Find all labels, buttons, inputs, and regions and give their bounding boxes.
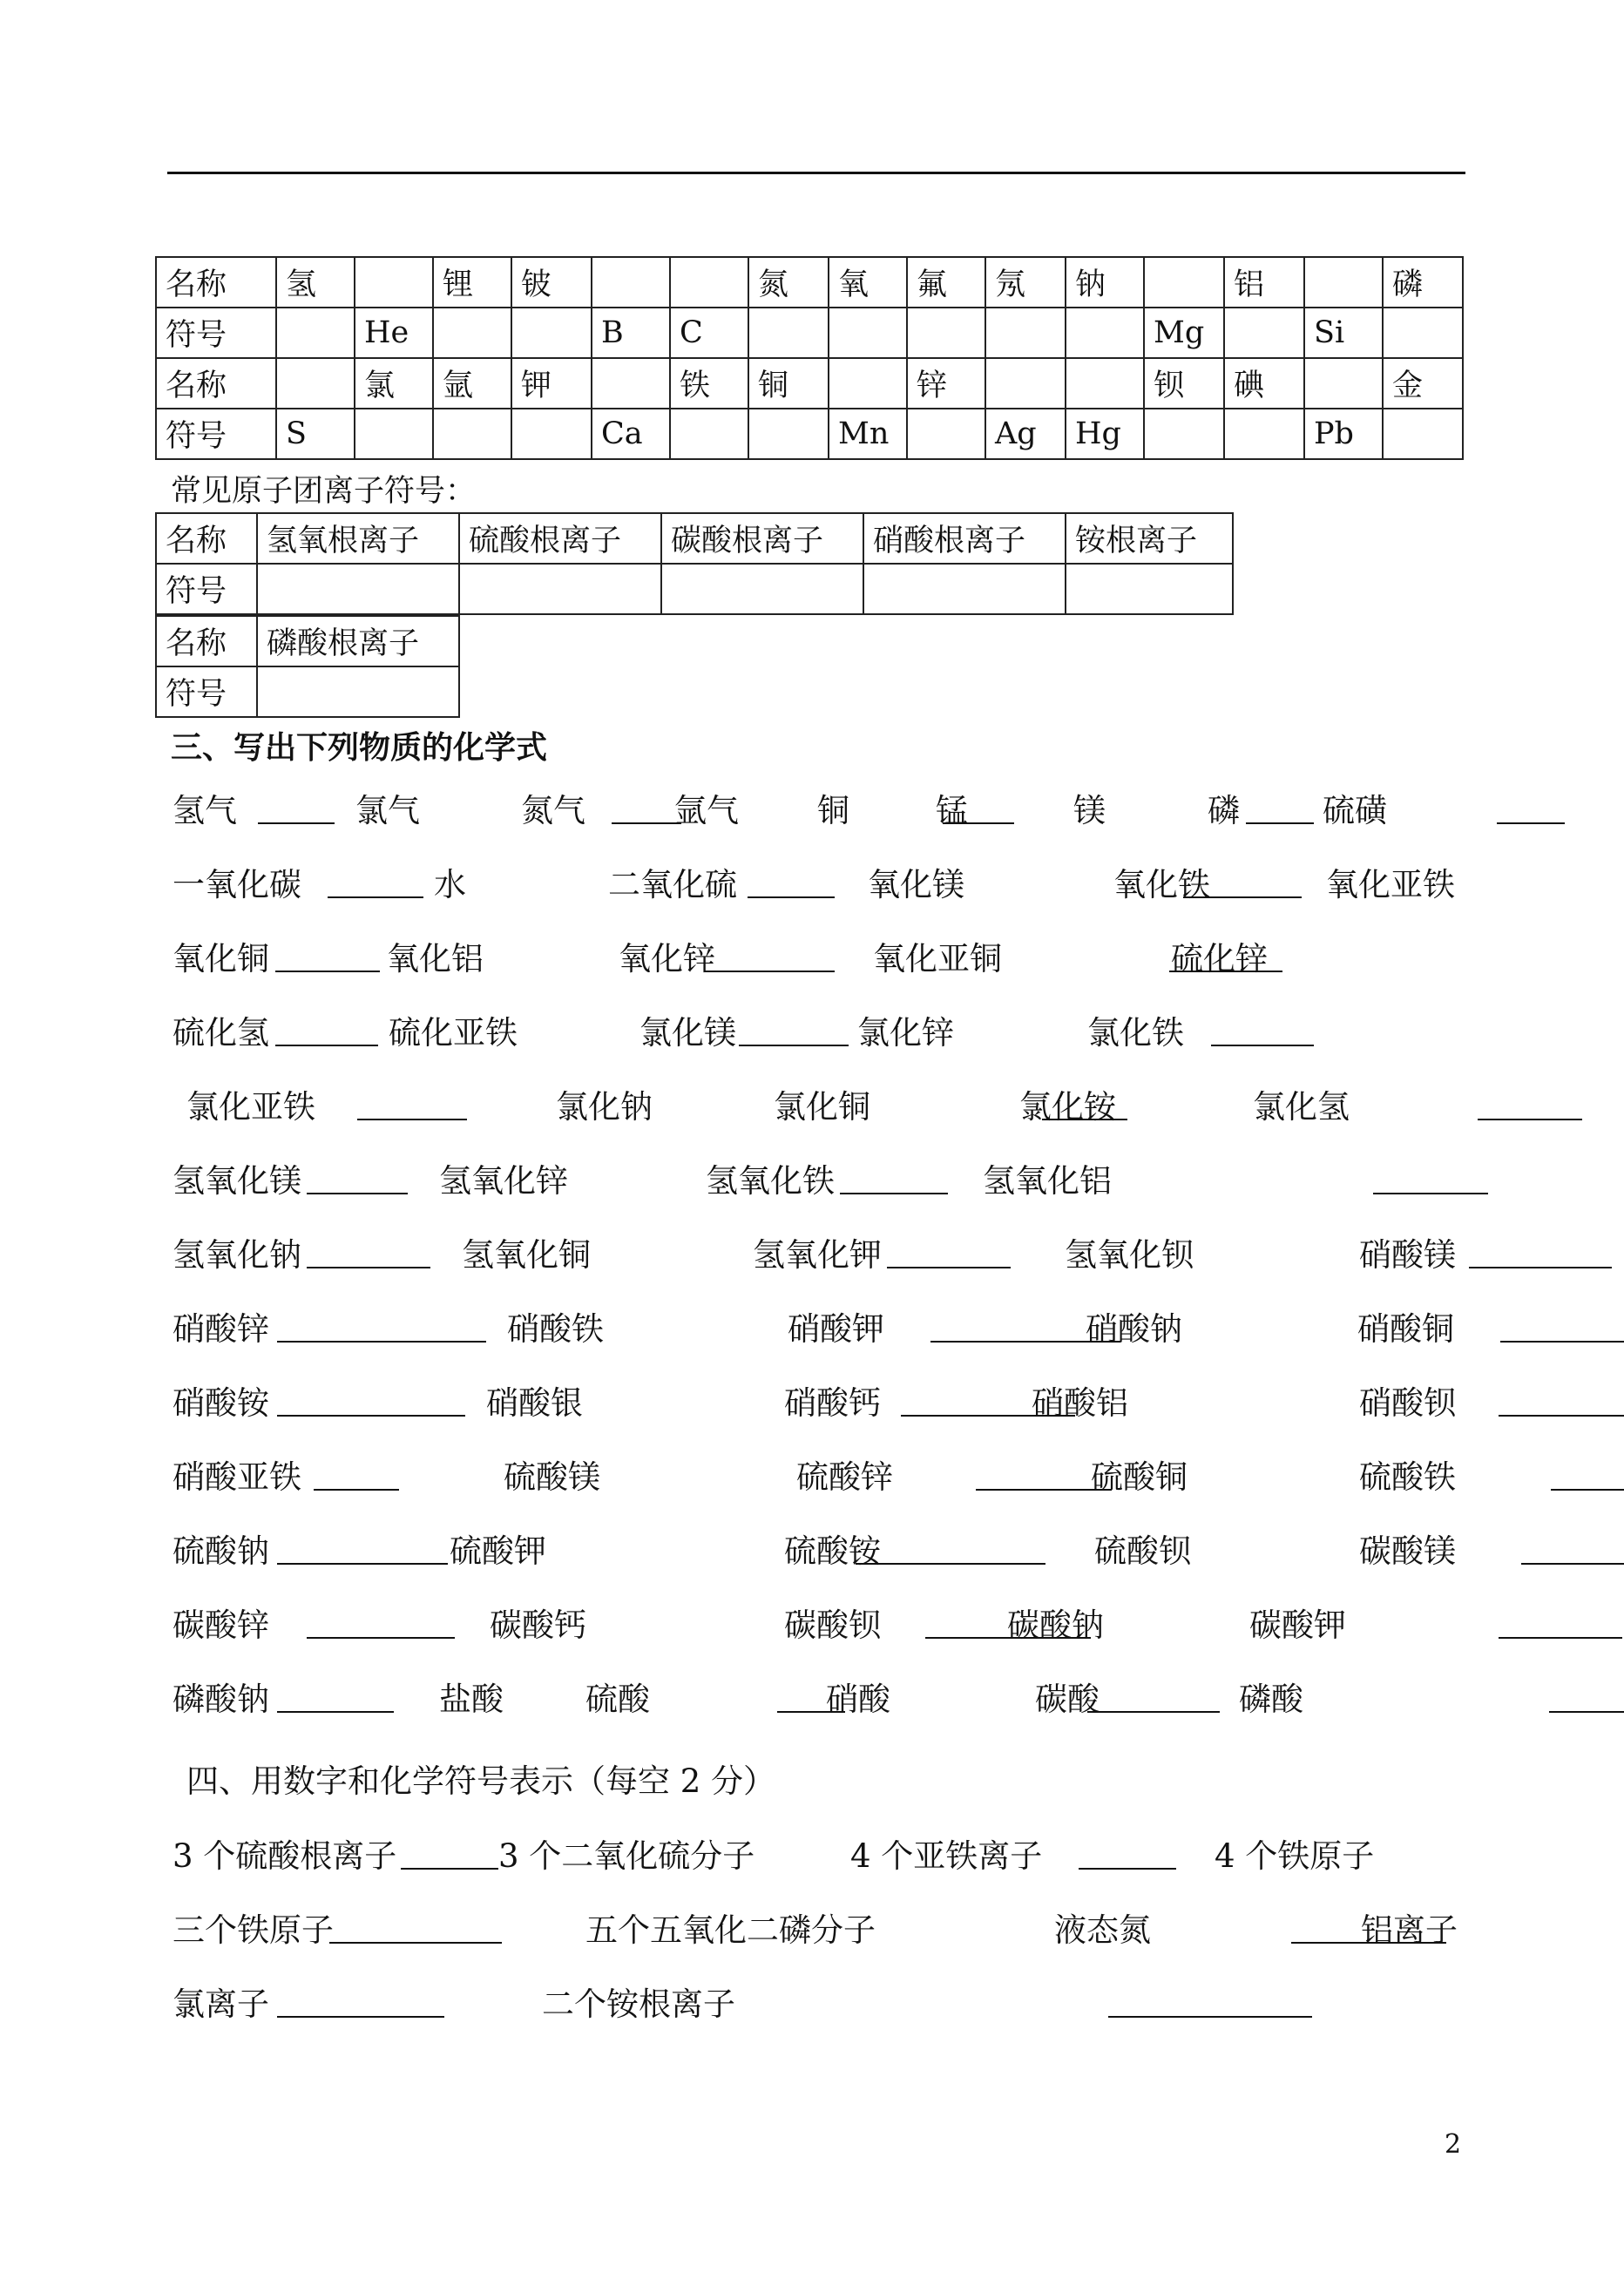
table-cell: Ca bbox=[592, 409, 670, 459]
table-cell: Si bbox=[1304, 308, 1383, 358]
exercise-row bbox=[173, 784, 1462, 836]
answer-blank[interactable] bbox=[1079, 1868, 1176, 1870]
answer-blank[interactable] bbox=[258, 822, 335, 824]
substance-label: 硝酸镁 bbox=[1359, 1236, 1456, 1274]
table-cell: Ag bbox=[985, 409, 1066, 459]
table-cell: 氖 bbox=[985, 257, 1066, 308]
substance-label: 硝酸铵 bbox=[173, 1384, 269, 1422]
ions-row-names bbox=[156, 616, 459, 666]
substance-label: 硫化亚铁 bbox=[389, 1014, 518, 1052]
substance-label: 碳酸钾 bbox=[1249, 1606, 1346, 1644]
substance-label: 硫酸镁 bbox=[504, 1458, 600, 1496]
substance-label: 硫酸 bbox=[585, 1681, 650, 1718]
table-cell: 氯 bbox=[355, 358, 433, 409]
table-cell: 符号 bbox=[156, 564, 257, 614]
table-cell: 氟 bbox=[907, 257, 985, 308]
substance-label: 氧化镁 bbox=[868, 866, 964, 903]
substance-label: 硫酸铵 bbox=[784, 1532, 881, 1570]
substance-label: 硫化锌 bbox=[1171, 940, 1268, 977]
answer-blank[interactable] bbox=[1499, 1637, 1622, 1639]
answer-cell[interactable] bbox=[355, 257, 433, 308]
answer-blank[interactable] bbox=[612, 822, 681, 824]
substance-label: 氢氧化铜 bbox=[462, 1236, 591, 1274]
ions-row-symbols bbox=[156, 564, 1233, 614]
substance-label: 3 个硫酸根离子 bbox=[173, 1837, 397, 1875]
answer-blank[interactable] bbox=[328, 896, 423, 898]
table-cell: 磷 bbox=[1383, 257, 1463, 308]
answer-cell[interactable] bbox=[1304, 358, 1383, 409]
substance-label: 氯化锌 bbox=[857, 1014, 954, 1052]
answer-cell[interactable] bbox=[355, 409, 433, 459]
exercise-row bbox=[173, 1154, 1462, 1207]
substance-label: 氧化铁 bbox=[1113, 866, 1210, 903]
answer-cell[interactable] bbox=[1066, 358, 1144, 409]
table-cell: 硝酸根离子 bbox=[863, 513, 1066, 564]
table-cell: B bbox=[592, 308, 670, 358]
table-cell: Hg bbox=[1066, 409, 1144, 459]
answer-blank[interactable] bbox=[307, 1637, 455, 1639]
substance-label: 铜 bbox=[817, 792, 849, 829]
answer-cell[interactable] bbox=[257, 666, 459, 717]
answer-cell[interactable] bbox=[661, 564, 863, 614]
element-names-row bbox=[156, 257, 1463, 308]
answer-cell[interactable] bbox=[1224, 409, 1304, 459]
answer-blank[interactable] bbox=[704, 971, 835, 972]
substance-label: 氢氧化钾 bbox=[753, 1236, 882, 1274]
table-cell: 铜 bbox=[748, 358, 829, 409]
answer-blank[interactable] bbox=[401, 1868, 498, 1870]
answer-cell[interactable] bbox=[511, 409, 592, 459]
substance-label: 3 个二氧化硫分子 bbox=[498, 1837, 755, 1875]
answer-blank[interactable] bbox=[357, 1119, 467, 1120]
substance-label: 二个铵根离子 bbox=[542, 1985, 735, 2023]
substance-label: 硫酸钾 bbox=[450, 1532, 546, 1570]
exercise-row bbox=[173, 1978, 1462, 2030]
substance-label: 水 bbox=[434, 866, 466, 903]
answer-blank[interactable] bbox=[739, 1045, 849, 1046]
substance-label: 氢氧化镁 bbox=[173, 1162, 301, 1200]
answer-cell[interactable] bbox=[592, 358, 670, 409]
exercise-row bbox=[173, 1302, 1462, 1355]
answer-cell[interactable] bbox=[257, 564, 459, 614]
substance-label: 硫磺 bbox=[1323, 792, 1387, 829]
table-cell: 铁 bbox=[670, 358, 748, 409]
table-cell: 碳酸根离子 bbox=[661, 513, 863, 564]
answer-cell[interactable] bbox=[1304, 257, 1383, 308]
substance-label: 氧化铝 bbox=[387, 940, 484, 977]
answer-blank[interactable] bbox=[1478, 1119, 1582, 1120]
answer-blank[interactable] bbox=[1469, 1267, 1612, 1268]
substance-label: 氯离子 bbox=[173, 1985, 269, 2023]
answer-blank[interactable] bbox=[277, 1563, 448, 1565]
substance-label: 硝酸钾 bbox=[788, 1310, 884, 1348]
answer-cell[interactable] bbox=[1383, 409, 1463, 459]
table-cell: Pb bbox=[1304, 409, 1383, 459]
substance-label: 二氧化硫 bbox=[608, 866, 737, 903]
page-number: 2 bbox=[1445, 2129, 1462, 2160]
answer-cell[interactable] bbox=[276, 308, 355, 358]
substance-label: 碳酸镁 bbox=[1359, 1532, 1456, 1570]
exercise-row bbox=[173, 1904, 1462, 1956]
exercise-row bbox=[173, 1830, 1462, 1882]
substance-label: 氧化锌 bbox=[619, 940, 715, 977]
substance-label: 锰 bbox=[936, 792, 968, 829]
answer-cell[interactable] bbox=[1144, 257, 1224, 308]
table-cell: 氮 bbox=[748, 257, 829, 308]
answer-blank[interactable] bbox=[887, 1267, 1011, 1268]
answer-cell[interactable] bbox=[1066, 564, 1233, 614]
substance-label: 4 个亚铁离子 bbox=[850, 1837, 1043, 1875]
table-cell: 氩 bbox=[433, 358, 511, 409]
answer-cell[interactable] bbox=[829, 308, 907, 358]
answer-blank[interactable] bbox=[1087, 1711, 1220, 1713]
substance-label: 氧化铜 bbox=[173, 940, 269, 977]
substance-label: 磷酸钠 bbox=[173, 1681, 269, 1718]
table-cell: 铝 bbox=[1224, 257, 1304, 308]
substance-label: 硝酸铁 bbox=[507, 1310, 604, 1348]
table-cell: 铵根离子 bbox=[1066, 513, 1233, 564]
substance-label: 磷 bbox=[1208, 792, 1240, 829]
answer-cell[interactable] bbox=[1383, 308, 1463, 358]
answer-blank[interactable] bbox=[275, 971, 380, 972]
substance-label: 一氧化碳 bbox=[173, 866, 301, 903]
substance-label: 氢氧化锌 bbox=[439, 1162, 568, 1200]
table-cell: He bbox=[355, 308, 433, 358]
answer-blank[interactable] bbox=[277, 2016, 444, 2018]
element-symbols-row bbox=[156, 308, 1463, 358]
answer-blank[interactable] bbox=[1500, 1341, 1624, 1343]
exercise-row bbox=[173, 858, 1462, 910]
section-3-title: 三、写出下列物质的化学式 bbox=[171, 729, 548, 766]
answer-cell[interactable] bbox=[592, 257, 670, 308]
answer-cell[interactable] bbox=[907, 308, 985, 358]
substance-label: 盐酸 bbox=[439, 1681, 504, 1718]
table-cell: 铍 bbox=[511, 257, 592, 308]
answer-blank[interactable] bbox=[277, 1711, 394, 1713]
answer-cell[interactable] bbox=[985, 308, 1066, 358]
substance-label: 氯化镁 bbox=[639, 1014, 736, 1052]
answer-cell[interactable] bbox=[1224, 308, 1304, 358]
table-cell: 锂 bbox=[433, 257, 511, 308]
table-cell: 名称 bbox=[156, 616, 257, 666]
substance-label: 氢氧化钠 bbox=[173, 1236, 301, 1274]
answer-cell[interactable] bbox=[276, 358, 355, 409]
table-cell: S bbox=[276, 409, 355, 459]
answer-cell[interactable] bbox=[670, 257, 748, 308]
substance-label: 硝酸锌 bbox=[173, 1310, 269, 1348]
substance-label: 硝酸钡 bbox=[1359, 1384, 1456, 1422]
answer-blank[interactable] bbox=[1373, 1193, 1488, 1194]
substance-label: 氢气 bbox=[173, 792, 237, 829]
exercise-row bbox=[173, 1080, 1462, 1133]
substance-label: 硫化氢 bbox=[173, 1014, 269, 1052]
substance-label: 氯气 bbox=[355, 792, 420, 829]
answer-cell[interactable] bbox=[433, 409, 511, 459]
ions-row-symbols bbox=[156, 666, 459, 717]
answer-blank[interactable] bbox=[1551, 1489, 1624, 1491]
substance-label: 氯化铵 bbox=[1019, 1088, 1116, 1126]
table-cell: Mn bbox=[829, 409, 907, 459]
table-cell: Mg bbox=[1144, 308, 1224, 358]
element-symbols-row bbox=[156, 409, 1463, 459]
exercise-row bbox=[173, 1376, 1462, 1429]
answer-blank[interactable] bbox=[856, 1563, 1045, 1565]
substance-label: 氢氧化钡 bbox=[1065, 1236, 1194, 1274]
substance-label: 硫酸铜 bbox=[1091, 1458, 1188, 1496]
answer-blank[interactable] bbox=[1211, 1045, 1314, 1046]
substance-label: 碳酸钠 bbox=[1007, 1606, 1104, 1644]
answer-blank[interactable] bbox=[840, 1193, 948, 1194]
table-cell: 钠 bbox=[1066, 257, 1144, 308]
answer-cell[interactable] bbox=[907, 409, 985, 459]
ions-table-2 bbox=[155, 615, 460, 718]
substance-label: 硫酸锌 bbox=[796, 1458, 893, 1496]
answer-blank[interactable] bbox=[275, 1045, 378, 1046]
substance-label: 硝酸铝 bbox=[1032, 1384, 1128, 1422]
table-cell: 氢 bbox=[276, 257, 355, 308]
answer-cell[interactable] bbox=[985, 358, 1066, 409]
substance-label: 氯化钠 bbox=[556, 1088, 653, 1126]
answer-blank[interactable] bbox=[1497, 822, 1565, 824]
substance-label: 磷酸 bbox=[1239, 1681, 1303, 1718]
exercise-row bbox=[173, 1006, 1462, 1059]
substance-label: 五个五氧化二磷分子 bbox=[585, 1911, 876, 1949]
answer-blank[interactable] bbox=[314, 1489, 399, 1491]
substance-label: 三个铁原子 bbox=[173, 1911, 334, 1949]
answer-cell[interactable] bbox=[433, 308, 511, 358]
table-cell: 氢氧根离子 bbox=[257, 513, 459, 564]
answer-blank[interactable] bbox=[329, 1942, 502, 1944]
substance-label: 碳酸钡 bbox=[784, 1606, 881, 1644]
table-cell: 氧 bbox=[829, 257, 907, 308]
table-cell: 符号 bbox=[156, 308, 276, 358]
answer-cell[interactable] bbox=[863, 564, 1066, 614]
ions-heading: 常见原子团离子符号： bbox=[171, 474, 477, 509]
exercise-row bbox=[173, 1451, 1462, 1503]
substance-label: 氯化铁 bbox=[1087, 1014, 1184, 1052]
table-cell: 名称 bbox=[156, 358, 276, 409]
substance-label: 硝酸亚铁 bbox=[173, 1458, 301, 1496]
answer-blank[interactable] bbox=[307, 1193, 408, 1194]
substance-label: 氯化亚铁 bbox=[186, 1088, 315, 1126]
table-cell: 碘 bbox=[1224, 358, 1304, 409]
substance-label: 氧化亚铁 bbox=[1326, 866, 1455, 903]
table-cell: 钡 bbox=[1144, 358, 1224, 409]
table-cell: 锌 bbox=[907, 358, 985, 409]
substance-label: 氢氧化铝 bbox=[983, 1162, 1112, 1200]
table-cell: 名称 bbox=[156, 257, 276, 308]
answer-blank[interactable] bbox=[1521, 1563, 1624, 1565]
substance-label: 氧化亚铜 bbox=[873, 940, 1002, 977]
answer-cell[interactable] bbox=[748, 308, 829, 358]
table-cell: 硫酸根离子 bbox=[459, 513, 661, 564]
exercise-row bbox=[173, 1599, 1462, 1651]
answer-cell[interactable] bbox=[829, 358, 907, 409]
substance-label: 碳酸锌 bbox=[173, 1606, 269, 1644]
table-cell: 金 bbox=[1383, 358, 1463, 409]
answer-cell[interactable] bbox=[1144, 409, 1224, 459]
substance-label: 4 个铁原子 bbox=[1215, 1837, 1375, 1875]
table-cell: 名称 bbox=[156, 513, 257, 564]
substance-label: 铝离子 bbox=[1361, 1911, 1458, 1949]
substance-label: 硫酸钡 bbox=[1094, 1532, 1191, 1570]
substance-label: 硝酸 bbox=[826, 1681, 890, 1718]
answer-cell[interactable] bbox=[459, 564, 661, 614]
answer-blank[interactable] bbox=[1549, 1711, 1624, 1713]
ions-table bbox=[155, 512, 1234, 615]
section-4-title: 四、用数字和化学符号表示（每空 2 分） bbox=[186, 1762, 776, 1800]
answer-blank[interactable] bbox=[1499, 1415, 1624, 1417]
table-cell: 符号 bbox=[156, 409, 276, 459]
substance-label: 硝酸铜 bbox=[1357, 1310, 1454, 1348]
substance-label: 氢氧化铁 bbox=[706, 1162, 835, 1200]
answer-blank[interactable] bbox=[277, 1341, 486, 1343]
substance-label: 氯化氢 bbox=[1253, 1088, 1350, 1126]
exercise-row bbox=[173, 1228, 1462, 1281]
answer-cell[interactable] bbox=[670, 409, 748, 459]
substance-label: 氩气 bbox=[674, 792, 739, 829]
substance-label: 氮气 bbox=[521, 792, 585, 829]
substance-label: 硫酸铁 bbox=[1359, 1458, 1456, 1496]
table-cell: C bbox=[670, 308, 748, 358]
substance-label: 氯化铜 bbox=[774, 1088, 870, 1126]
substance-label: 硝酸钠 bbox=[1086, 1310, 1182, 1348]
ions-row-names bbox=[156, 513, 1233, 564]
substance-label: 硫酸钠 bbox=[173, 1532, 269, 1570]
answer-cell[interactable] bbox=[748, 409, 829, 459]
elements-table bbox=[155, 256, 1464, 460]
table-cell: 钾 bbox=[511, 358, 592, 409]
answer-blank[interactable] bbox=[307, 1267, 430, 1268]
answer-cell[interactable] bbox=[1066, 308, 1144, 358]
substance-label: 硝酸钙 bbox=[784, 1384, 881, 1422]
substance-label: 碳酸钙 bbox=[490, 1606, 586, 1644]
exercise-row bbox=[173, 1673, 1462, 1725]
substance-label: 液态氮 bbox=[1054, 1911, 1151, 1949]
answer-blank[interactable] bbox=[277, 1415, 465, 1417]
substance-label: 碳酸 bbox=[1035, 1681, 1100, 1718]
substance-label: 硝酸银 bbox=[486, 1384, 583, 1422]
answer-blank[interactable] bbox=[748, 896, 835, 898]
answer-cell[interactable] bbox=[511, 308, 592, 358]
exercise-row bbox=[173, 932, 1462, 984]
exercise-row bbox=[173, 1525, 1462, 1577]
substance-label: 镁 bbox=[1073, 792, 1106, 829]
table-cell: 符号 bbox=[156, 666, 257, 717]
header-rule bbox=[167, 172, 1465, 174]
answer-blank[interactable] bbox=[1246, 822, 1314, 824]
answer-blank[interactable] bbox=[1108, 2016, 1312, 2018]
element-names-row bbox=[156, 358, 1463, 409]
table-cell: 磷酸根离子 bbox=[257, 616, 459, 666]
